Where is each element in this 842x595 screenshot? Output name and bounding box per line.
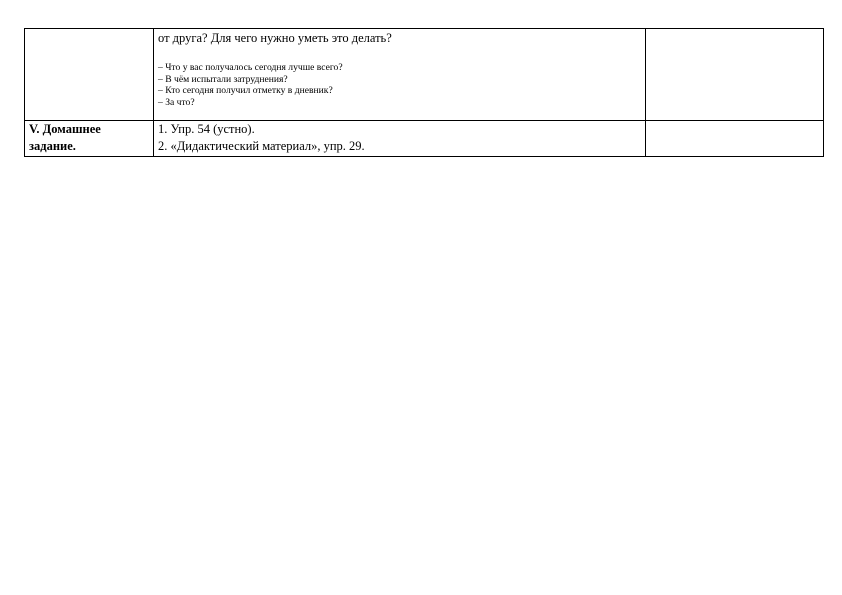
stage-title-line: V. Домашнее: [29, 122, 101, 136]
content-main-text: от друга? Для чего нужно уметь это делать?: [158, 31, 392, 45]
question-item: – В чём испытали затруднения?: [158, 73, 288, 85]
homework-item: 2. «Дидактический материал», упр. 29.: [158, 139, 365, 153]
notes-cell: [646, 121, 824, 157]
content-cell: [154, 121, 646, 157]
question-item: – Кто сегодня получил отметку в дневник?: [158, 85, 333, 96]
notes-cell: [646, 29, 824, 121]
stage-cell: [25, 121, 154, 157]
homework-item: 1. Упр. 54 (устно).: [158, 122, 255, 136]
table-row-homework: [25, 121, 824, 157]
table-row-reflection: [25, 29, 824, 121]
stage-cell: [25, 29, 154, 121]
question-item: – За что?: [158, 96, 195, 108]
stage-title-line: задание.: [29, 139, 76, 153]
question-item: – Что у вас получалось сегодня лучше всего?: [158, 62, 343, 73]
lesson-plan-table: [24, 28, 824, 157]
content-cell: [154, 29, 646, 121]
reflection-questions: [158, 62, 641, 108]
